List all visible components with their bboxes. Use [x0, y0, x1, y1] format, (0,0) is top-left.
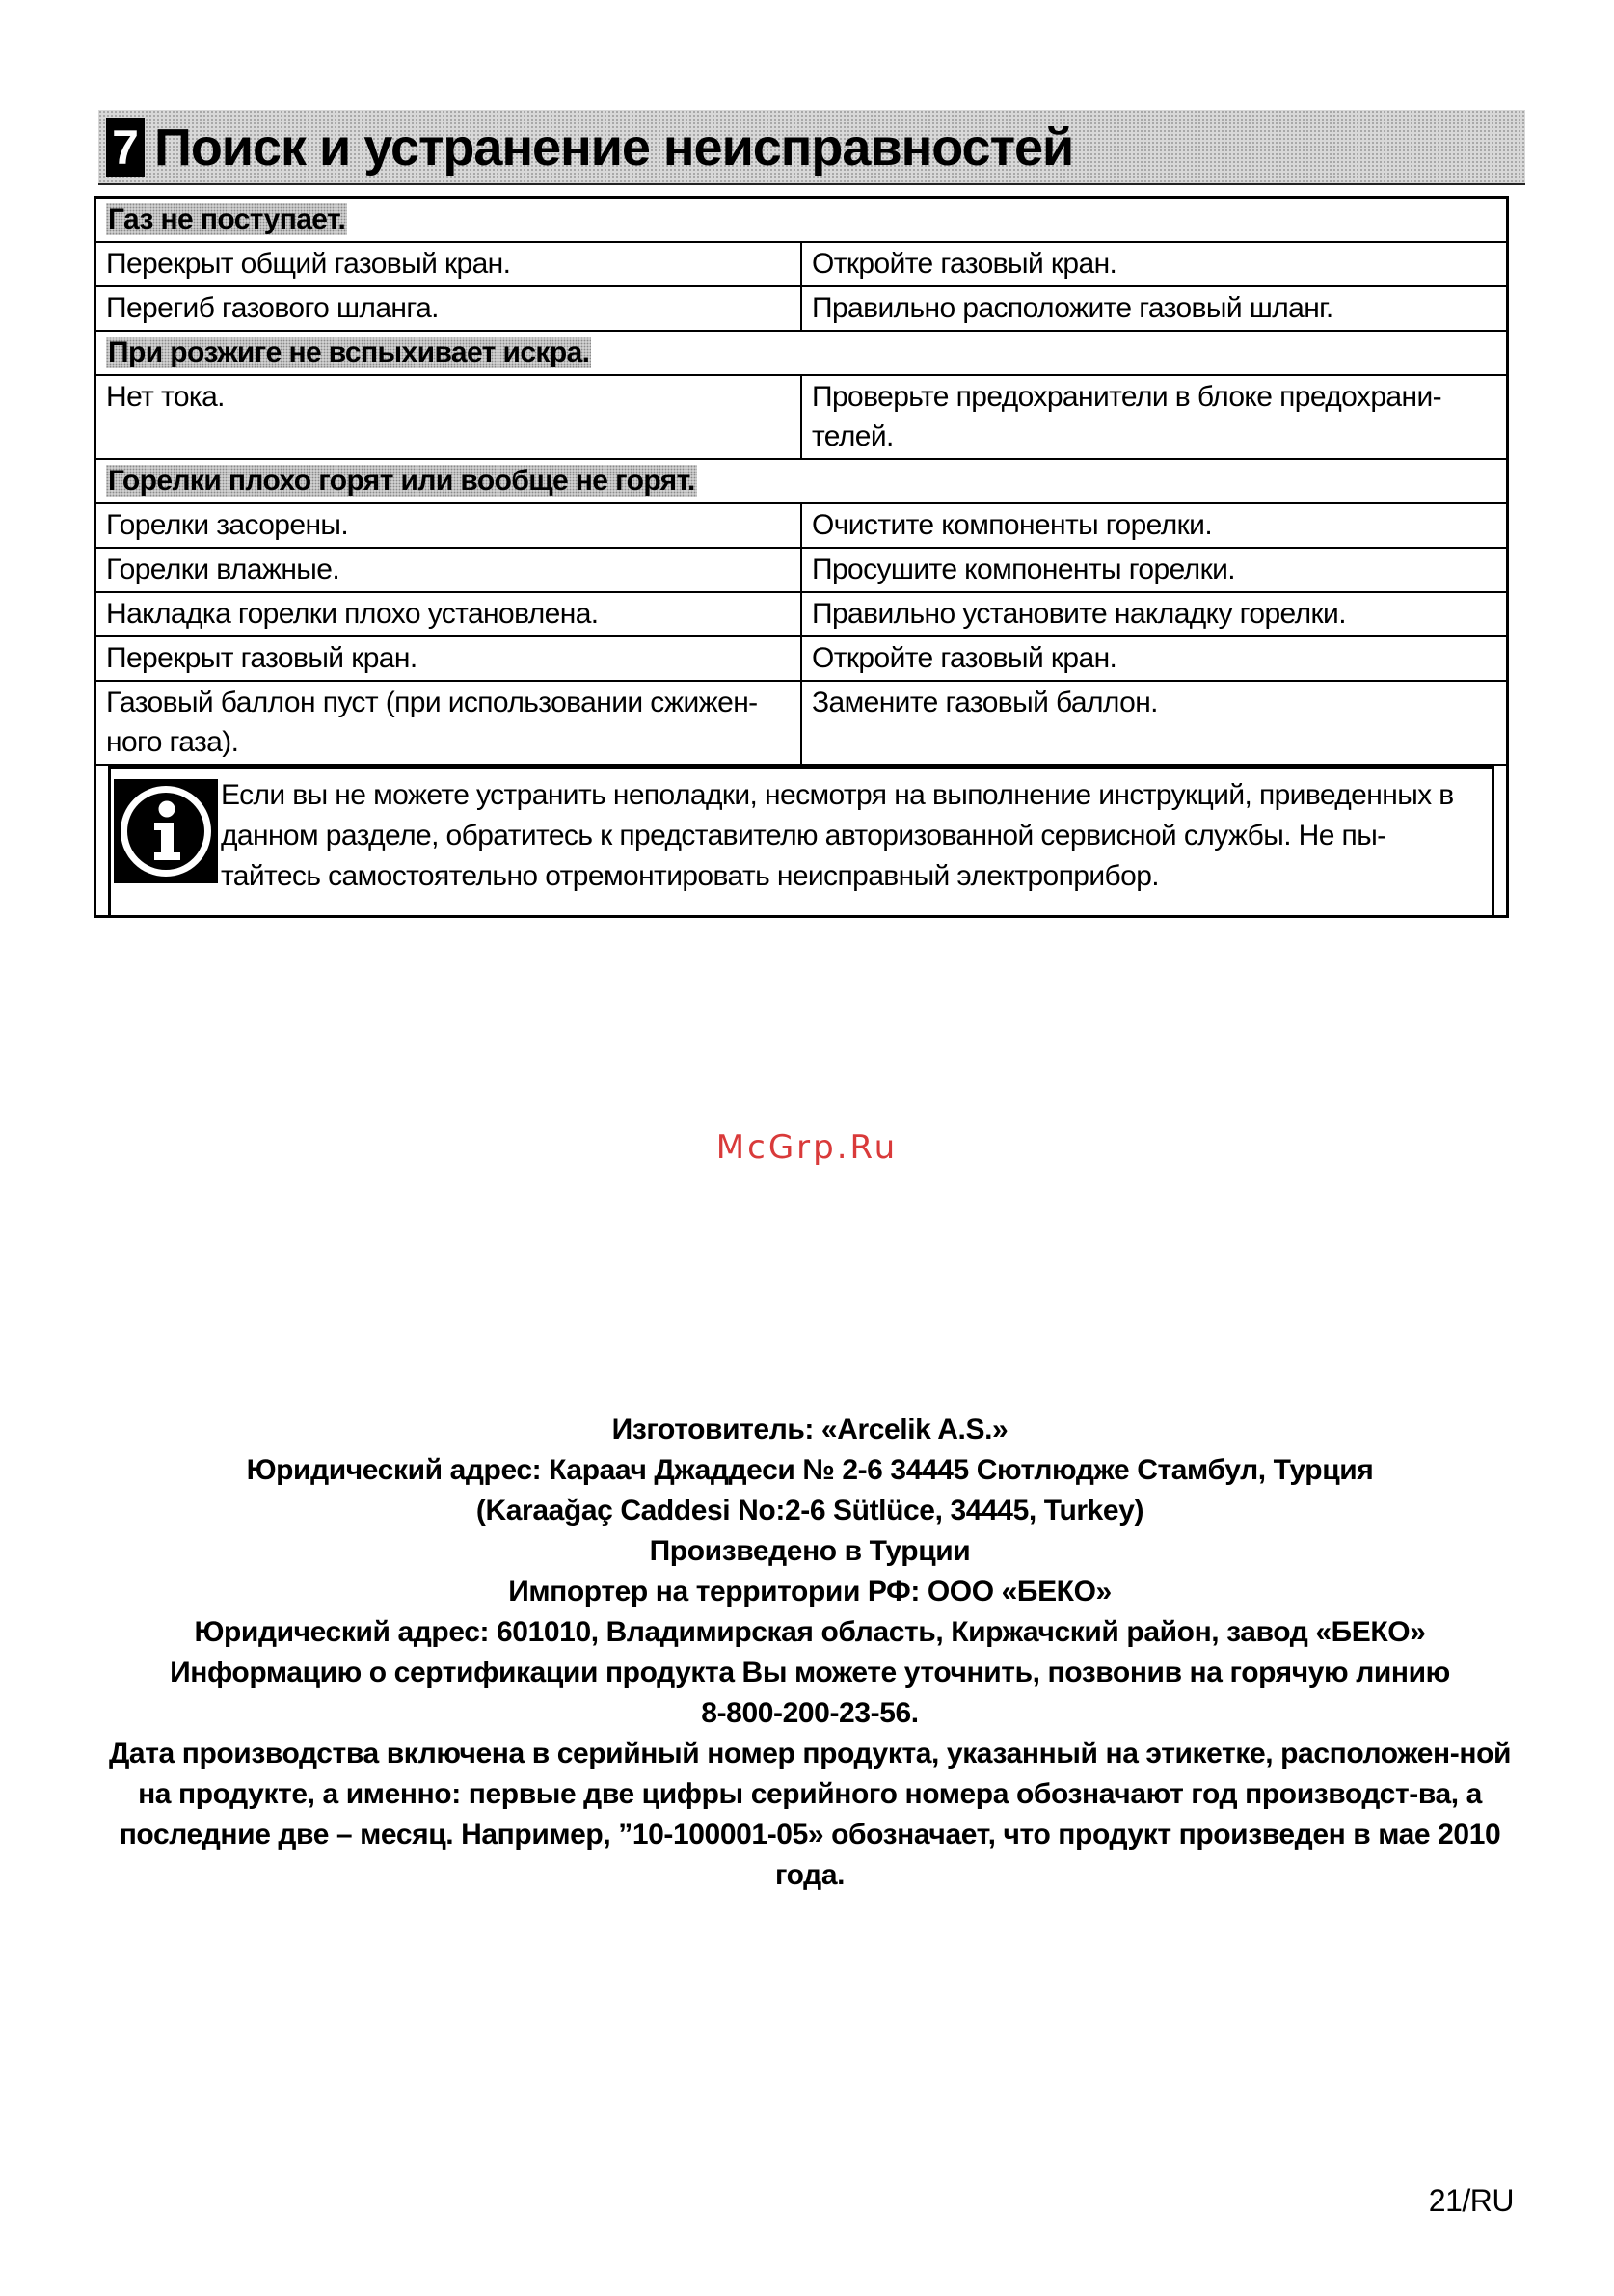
group-heading: Горелки плохо горят или вообще не горят.: [108, 465, 695, 497]
solution-cell: Проверьте предохранители в блоке предохрани-телей.: [801, 375, 1506, 459]
table-row: [96, 636, 1506, 681]
solution-cell: Очистите компоненты горелки.: [801, 503, 1506, 548]
legal-address: Юридический адрес: Караач Джаддеси № 2-6 34445 Сютлюдже Стамбул, Турция: [246, 1454, 1374, 1486]
importer-address: Юридический адрес: 601010, Владимирская область, Киржачский район, завод «БЕКО»: [194, 1616, 1426, 1648]
page-title: Поиск и устранение неисправностей: [154, 119, 1074, 176]
table-row: [96, 592, 1506, 636]
problem-cell: Перегиб газового шланга.: [96, 286, 801, 331]
importer: Импортер на территории РФ: ООО «БЕКО»: [508, 1576, 1112, 1607]
table-row: [96, 503, 1506, 548]
solution-cell: Откройте газовый кран.: [801, 242, 1506, 286]
info-note: [108, 766, 1494, 915]
solution-cell: Откройте газовый кран.: [801, 636, 1506, 681]
problem-cell: Горелки влажные.: [96, 548, 801, 592]
solution-cell: Замените газовый баллон.: [801, 681, 1506, 765]
legal-address-latin: (Karaağaç Caddesi No:2-6 Sütlüce, 34445, Turkey): [475, 1495, 1144, 1526]
problem-cell: Газовый баллон пуст (при использовании сжижен-ного газа).: [96, 681, 801, 765]
problem-cell: Горелки засорены.: [96, 503, 801, 548]
troubleshooting-table: [94, 196, 1509, 918]
table-row: [96, 681, 1506, 765]
manufacturer-info: [96, 1410, 1523, 1896]
problem-cell: Нет тока.: [96, 375, 801, 459]
solution-cell: Просушите компоненты горелки.: [801, 548, 1506, 592]
group-heading: Газ не поступает.: [108, 203, 346, 235]
problem-cell: Перекрыт газовый кран.: [96, 636, 801, 681]
made-in: Произведено в Турции: [649, 1535, 971, 1567]
certification-info: Информацию о сертификации продукта Вы можете уточнить, позвонив на горячую линию: [170, 1657, 1450, 1688]
problem-cell: Накладка горелки плохо установлена.: [96, 592, 801, 636]
solution-cell: Правильно установите накладку горелки.: [801, 592, 1506, 636]
group-heading-row: [96, 459, 1506, 503]
group-heading: При розжиге не вспыхивает искра.: [108, 337, 590, 368]
table-row: [96, 286, 1506, 331]
section-number: 7: [106, 118, 145, 177]
hotline: 8-800-200-23-56.: [701, 1697, 919, 1729]
info-icon: [114, 779, 218, 883]
solution-cell: Правильно расположите газовый шланг.: [801, 286, 1506, 331]
production-date-note: Дата производства включена в серийный номер продукта, указанный на этикетке, расположен-ной на продукте, а именно: первые две цифры серийного номера обозначают год производст-ва, а последние две – месяц. Например, ”10-100001-05» обозначает, что продукт произведен в мае 2010 года.: [108, 1738, 1512, 1891]
group-heading-row: [96, 199, 1506, 242]
table-row: [96, 548, 1506, 592]
page-number: 21/RU: [1428, 2183, 1514, 2218]
table-row: [96, 242, 1506, 286]
group-heading-row: [96, 331, 1506, 375]
problem-cell: Перекрыт общий газовый кран.: [96, 242, 801, 286]
table-row: [96, 375, 1506, 459]
manufacturer: Изготовитель: «Arcelik A.S.»: [611, 1414, 1009, 1445]
watermark: McGrp.Ru: [715, 1128, 899, 1167]
info-text: Если вы не можете устранить неполадки, несмотря на выполнение инструкций, приведенных в данном разделе, обратитесь к представителю авторизованной сервисной службы. Не пы-тайтесь самостоятельно отремонтировать неисправный электроприбор.: [221, 779, 1454, 892]
